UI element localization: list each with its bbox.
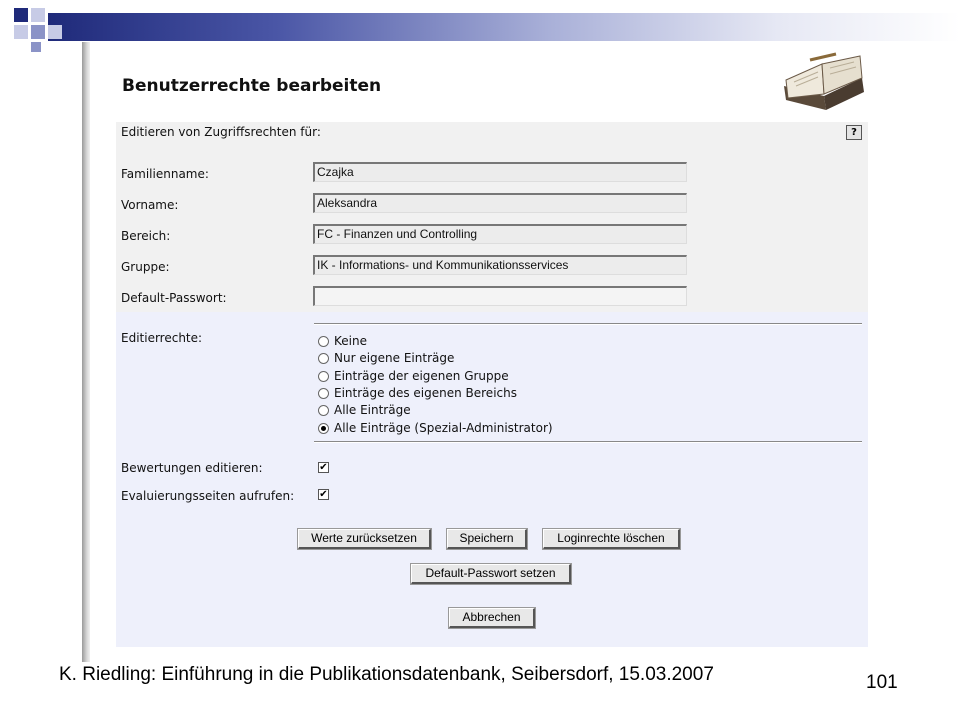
radio-button[interactable] bbox=[318, 405, 329, 416]
radio-label: Alle Einträge (Spezial-Administrator) bbox=[334, 421, 553, 435]
radio-label: Keine bbox=[334, 334, 367, 348]
radio-button[interactable] bbox=[318, 371, 329, 382]
radio-label: Alle Einträge bbox=[334, 403, 411, 417]
default-passwort-input[interactable] bbox=[313, 286, 687, 306]
slide-header-bar bbox=[48, 13, 960, 41]
set-default-password-button[interactable]: Default-Passwort setzen bbox=[411, 564, 571, 584]
cancel-button[interactable]: Abbrechen bbox=[449, 608, 535, 628]
decor-square bbox=[14, 8, 28, 22]
field-label-bereich: Bereich: bbox=[121, 229, 171, 243]
evaluierung-checkbox[interactable]: ✔ bbox=[319, 489, 328, 500]
decor-square bbox=[31, 25, 45, 39]
bereich-input[interactable]: FC - Finanzen und Controlling bbox=[313, 224, 687, 244]
page-number: 101 bbox=[866, 672, 898, 693]
radio-button-selected[interactable] bbox=[318, 423, 329, 434]
slide-footer: K. Riedling: Einführung in die Publikationsdatenbank, Seibersdorf, 15.03.2007 bbox=[59, 664, 714, 685]
checkbox-label-evaluierung: Evaluierungsseiten aufrufen: bbox=[121, 489, 295, 503]
radio-button[interactable] bbox=[318, 388, 329, 399]
field-label-default-passwort: Default-Passwort: bbox=[121, 291, 227, 305]
radio-button[interactable] bbox=[318, 353, 329, 364]
divider bbox=[314, 441, 862, 443]
divider bbox=[314, 323, 862, 325]
save-button[interactable]: Speichern bbox=[447, 529, 527, 549]
delete-login-button[interactable]: Loginrechte löschen bbox=[543, 529, 680, 549]
open-book-icon bbox=[780, 50, 866, 114]
familienname-input[interactable]: Czajka bbox=[313, 162, 687, 182]
radio-button[interactable] bbox=[318, 336, 329, 347]
radio-label: Einträge des eigenen Bereichs bbox=[334, 386, 517, 400]
form-subtitle: Editieren von Zugriffsrechten für: bbox=[121, 125, 321, 139]
edit-rights-label: Editierrechte: bbox=[121, 331, 203, 345]
rights-panel bbox=[116, 312, 868, 647]
user-info-panel bbox=[116, 122, 868, 312]
field-label-vorname: Vorname: bbox=[121, 198, 179, 212]
radio-label: Nur eigene Einträge bbox=[334, 351, 455, 365]
decor-square bbox=[31, 8, 45, 22]
page-title: Benutzerrechte bearbeiten bbox=[122, 76, 382, 96]
help-button[interactable]: ? bbox=[846, 125, 862, 140]
decor-square bbox=[48, 25, 62, 39]
slide-left-rule bbox=[82, 42, 90, 662]
decor-square bbox=[31, 42, 41, 52]
form-header bbox=[116, 50, 868, 120]
field-label-familienname: Familienname: bbox=[121, 167, 209, 181]
checkbox-label-bewertungen: Bewertungen editieren: bbox=[121, 461, 263, 475]
field-label-gruppe: Gruppe: bbox=[121, 260, 170, 274]
bewertungen-checkbox[interactable]: ✔ bbox=[319, 462, 328, 473]
radio-label: Einträge der eigenen Gruppe bbox=[334, 369, 509, 383]
gruppe-input[interactable]: IK - Informations- und Kommunikationsservices bbox=[313, 255, 687, 275]
decor-square bbox=[14, 25, 28, 39]
reset-button[interactable]: Werte zurücksetzen bbox=[298, 529, 431, 549]
vorname-input[interactable]: Aleksandra bbox=[313, 193, 687, 213]
